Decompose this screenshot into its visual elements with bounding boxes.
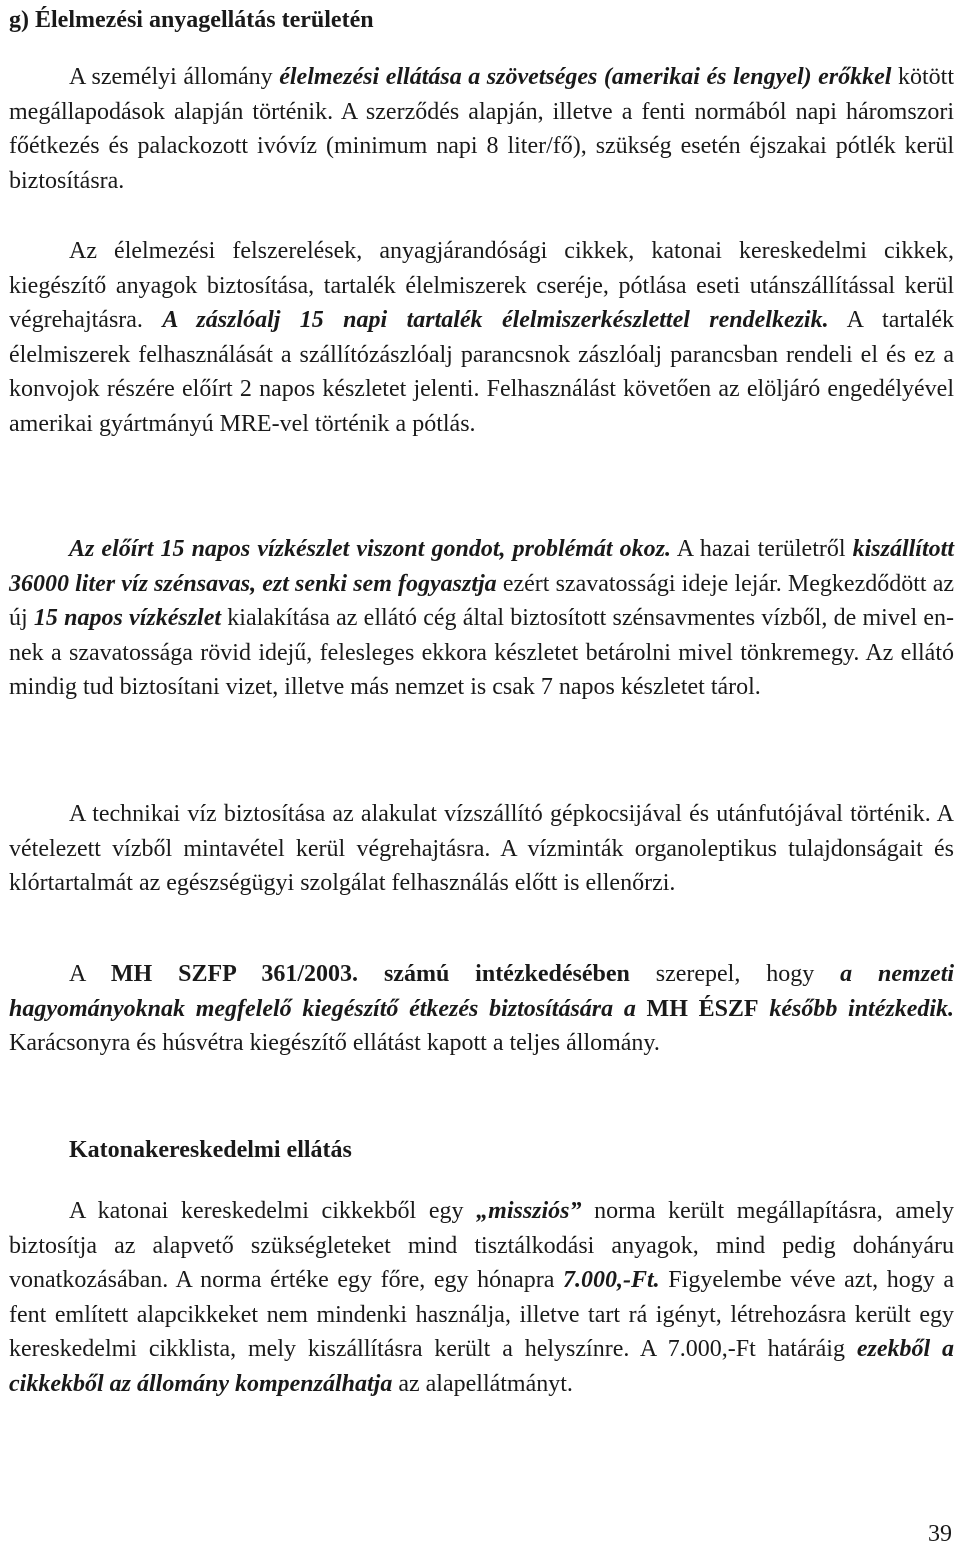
text-run: kötött megállapodások alapján történik. A szerződés alapján, illetve a fenti normából napi háromszori főétkezés és palackozott ivóvíz (minimum napi 8 liter/fő), szükség esetén éjszakai pótlék kerül biztosításra. [9,64,954,194]
bold-run: MH SZFP 361/2003. [110,961,359,987]
emphasis-run: 7.000,-Ft. [563,1267,660,1293]
text-run [636,996,647,1022]
paragraph-technical-water [9,797,954,901]
text-run: kialakítása az ellátó cég által biztosított szénsavmentes vízből, de mivel ennek a szavatossága rövid idejű, felesleges ekkora készletet betárolni mivel tönkremegy. Az ellátó mindig tud biztosítani vizet, illetve más nemzet is csak 7 napos készletet tárol. [9,605,955,700]
text-run: norma került megállapításra, amely biztosítja az alapvető szükségleteket mind tisztálkodási anyagok, mind pedig dohányáru vonatkozásában. A norma értéke egy főre, egy hónapra [9,1198,955,1293]
paragraph-catering-agreement [9,60,954,198]
emphasis-run: később intézkedik. [769,995,955,1022]
emphasis-run: ezekből a cikkekből az állomány kompenzálhatja [9,1336,955,1397]
emphasis-run: „missziós” [476,1198,582,1224]
text-run: A [69,961,111,987]
emphasis-run: Az előírt 15 napos vízkészlet viszont gondot, problémát okoz. [69,536,672,562]
emphasis-run: a nemzeti hagyományoknak megfelelő kiegészítő étkezés biztosítására a [9,961,955,1022]
text-run: A hazai területről [671,536,853,562]
text-run: szerepel, hogy [629,961,841,987]
paragraph-water-supply [9,532,954,705]
page-number: 39 [928,1521,952,1547]
sub-heading: Katonakereskedelmi ellátás [69,1137,352,1163]
text-run: ezért szavatossági ideje lejár. Megkezdődött az új [9,570,955,631]
text-run [358,961,384,987]
paragraph-supplementary-meals [9,957,954,1061]
emphasis-run: élelmezési ellátása a szövetséges (amerikai és lengyel) erőkkel [279,64,892,90]
text-run [759,996,770,1022]
text-run: A személyi állomány [69,64,280,90]
section-heading: g) Élelmezési anyagellátás területén [9,7,374,33]
paragraph-military-trade [9,1194,954,1401]
text-run: Karácsonyra és húsvétra kiegészítő ellátást kapott a teljes állomány. [9,1030,660,1056]
text-run: A technikai víz biztosítása az alakulat vízszállító gépkocsijával és utánfutójával történik. A vételezett vízből mintavétel kerül végrehajtásra. A vízminták organoleptikus tulajdonságait és klórtartalmát az egészségügyi szolgálat felhasználás előtt is ellenőrzi. [9,801,954,896]
bold-run: MH ÉSZF [646,995,759,1022]
emphasis-run: 15 napos vízkészlet [33,605,222,631]
text-run: A katonai kereskedelmi cikkekből egy [69,1198,477,1224]
paragraph-catering-supplies [9,234,954,441]
text-run: A tartalék élelmiszerek felhasználását a szállítózászlóalj parancsnok zászlóalj parancsban rendeli el és ez a konvojok részére előírt 2 napos készletet jelenti. Felhasználást követően az elöljáró engedélyével amerikai gyártmányú MRE-vel történik a pótlás. [9,307,955,437]
text-run: az alapellátmányt. [392,1370,573,1397]
text-run: Az élelmezési felszerelések, anyagjárandósági cikkek, katonai kereskedelmi cikkek, kiegészítő anyagok biztosítása, tartalék élelmiszerek cseréje, pótlása eseti utánszállítással kerül végrehajtásra. [9,238,954,333]
text-run: Figyelembe véve azt, hogy a fent említett alapcikkeket nem mindenki használja, illetve tart rá igényt, létrehozásra került egy kereskedelmi cikklista, mely kiszállításra került a helyszínre. A 7.000,-Ft határáig [9,1267,954,1362]
bold-run: számú intézkedésében [383,961,630,987]
emphasis-run: kiszállított 36000 liter víz szénsavas, ezt senki sem fogyasztja [9,536,954,597]
emphasis-run: A zászlóalj 15 napi tartalék élelmiszerkészlettel rendelkezik. [162,307,829,333]
